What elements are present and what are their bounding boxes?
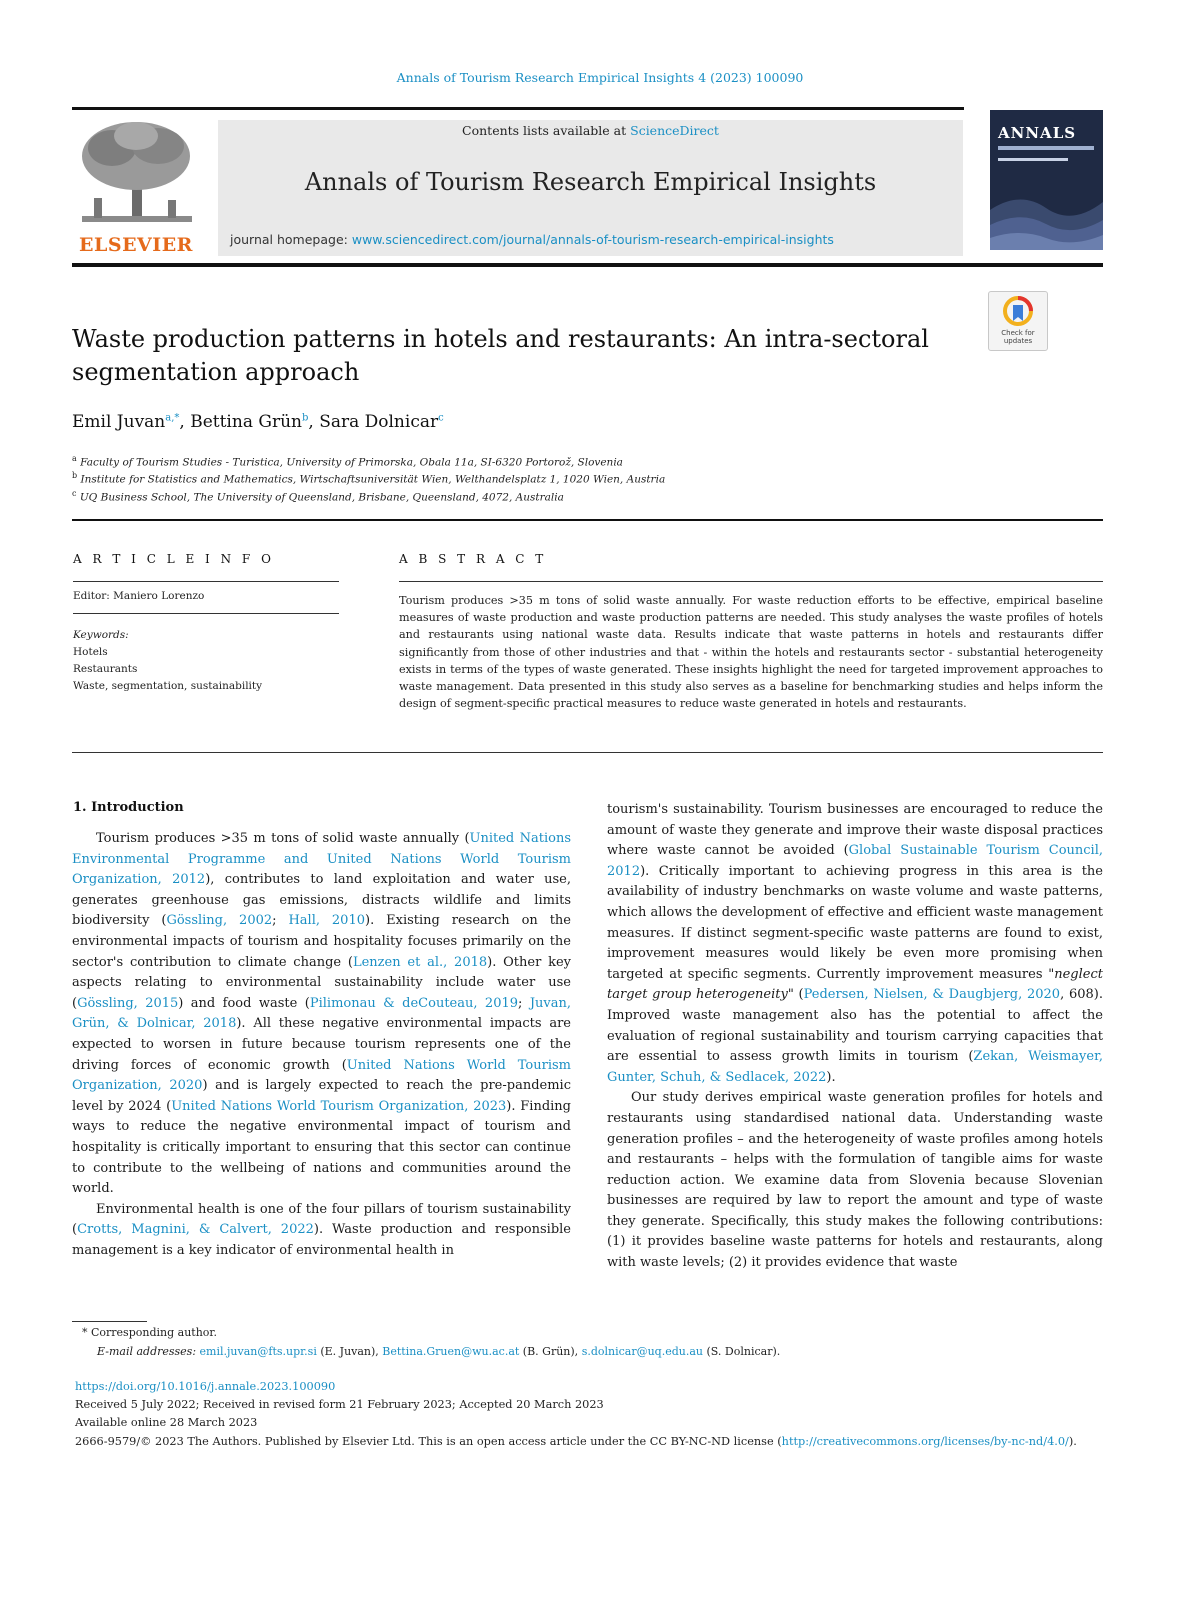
author-affiliation-marker[interactable]: b — [301, 412, 309, 424]
email-link[interactable]: emil.juvan@fts.upr.si — [199, 1345, 317, 1358]
citation-link[interactable]: Pedersen, Nielsen, & Daugbjerg, 2020 — [803, 987, 1061, 1003]
citation-link[interactable]: Gössling, 2015 — [77, 995, 179, 1011]
citation-link[interactable]: Pilimonau & deCouteau, 2019 — [309, 995, 519, 1011]
keywords — [73, 627, 262, 695]
author-name: Emil Juvan — [72, 412, 166, 432]
keyword-item: Restaurants — [73, 663, 138, 675]
masthead-top-rule — [72, 107, 964, 110]
email-owner: (B. Grün), — [519, 1345, 582, 1358]
elsevier-wordmark: ELSEVIER — [79, 234, 193, 256]
license-text: 2666-9579/© 2023 The Authors. Published by Elsevier Ltd. This is an open access article under the CC BY-NC-ND license ( — [75, 1435, 782, 1448]
journal-masthead — [218, 120, 963, 256]
email-link[interactable]: s.dolnicar@uq.edu.au — [581, 1345, 703, 1358]
body-paragraph — [72, 1200, 571, 1262]
body-text: ). Other key aspects relating to environmental sustainability include water use ( — [72, 954, 572, 1011]
cover-title: ANNALS — [998, 124, 1077, 142]
body-text: ; — [518, 995, 530, 1011]
sciencedirect-link[interactable]: ScienceDirect — [630, 123, 719, 138]
body-text: , 608). Improved waste management also has the potential to affect the evaluation of regional sustainability and tourism carrying capacities that are essential to assess growth limits in tourism ( — [607, 987, 1103, 1065]
quoted-text: "neglect target group heterogeneity" — [607, 966, 1103, 1003]
masthead-bottom-rule — [72, 263, 1103, 267]
license-statement — [75, 1433, 1103, 1451]
homepage-prefix: journal homepage: — [230, 232, 352, 247]
body-text: ). Critically important to achieving progress in this area is the availability of industry benchmarks on waste volume and waste patterns, which allows the development of effective and efficient waste management measures. If distinct segment-specific waste patterns are found to exist, improvement measures would likely be even more promising when targeted at specific segments. Currently improvement measures — [607, 863, 1103, 982]
citation-link[interactable]: Crotts, Magnini, & Calvert, 2022 — [77, 1222, 314, 1238]
citation-link[interactable]: Juvan, Grün, & Dolnicar, 2018 — [72, 995, 572, 1032]
affiliation-text: UQ Business School, The University of Queensland, Brisbane, Queensland, 4072, Australia — [79, 491, 564, 504]
editor-line: Editor: Maniero Lorenzo — [73, 590, 205, 602]
running-head: Annals of Tourism Research Empirical Insights 4 (2023) 100090 — [396, 70, 804, 85]
divider — [399, 581, 1103, 582]
body-paragraph — [607, 800, 1103, 1088]
cover-wave-graphic — [990, 180, 1103, 250]
affiliation — [72, 454, 623, 469]
divider — [73, 613, 339, 614]
journal-name: Annals of Tourism Research Empirical Insights — [304, 168, 877, 196]
body-text: ) and food waste ( — [178, 995, 310, 1011]
citation-link[interactable]: Gössling, 2002 — [166, 913, 273, 929]
received-dates: Received 5 July 2022; Received in revised form 21 February 2023; Accepted 20 March 2023 — [75, 1398, 604, 1411]
abstract-text: Tourism produces >35 m tons of solid waste annually. For waste reduction efforts to be effective, empirical baseline measures of waste production and waste production patterns are needed. This study analyses the waste profiles of hotels and restaurants using national waste data. Results indicate that waste patterns in hotels and restaurants differ significantly from those of other industries and that - within the hotels and restaurants sector - substantial heterogeneity exists in terms of the types of waste generated. These insights highlight the need for targeted improvement approaches to waste management. Data presented in this study also serves as a baseline for benchmarking studies and helps inform the design of segment-specific practical measures to reduce waste generated in hotels and restaurants. — [399, 594, 1103, 711]
citation-link[interactable]: Zekan, Weismayer, Gunter, Schuh, & Sedlacek, 2022 — [607, 1049, 1103, 1085]
body-paragraph — [72, 829, 571, 1200]
available-online-date: Available online 28 March 2023 — [75, 1416, 258, 1429]
section-divider — [72, 519, 1103, 521]
section-heading-introduction: 1. Introduction — [73, 800, 184, 815]
doi-link[interactable]: https://doi.org/10.1016/j.annale.2023.100090 — [75, 1380, 336, 1393]
body-text: ) and is largely expected to reach the pre-pandemic level by 2024 ( — [72, 1078, 571, 1114]
body-text: ). Existing research on the environmental impacts of tourism and hospitality focuses primarily on the sector's contribution to climate change ( — [72, 913, 571, 970]
body-text: Tourism produces >35 m tons of solid waste annually ( — [96, 831, 470, 846]
email-owner: (S. Dolnicar). — [703, 1345, 781, 1358]
section-divider — [72, 752, 1103, 753]
body-text: ). Finding ways to reduce the negative environmental impact of tourism and hospitality is critically important to ensuring that this sector can continue to contribute to the wellbeing of nations and communities around the world. — [72, 1098, 572, 1197]
email-link[interactable]: Bettina.Gruen@wu.ac.at — [382, 1345, 520, 1358]
affiliation-marker: c — [72, 489, 77, 498]
body-text: ; — [272, 913, 289, 929]
body-text: ). All these negative environmental impacts are expected to worsen in future because tourism represents one of the driving forces of economic growth ( — [72, 1016, 571, 1073]
corresponding-author-note: * Corresponding author. — [82, 1326, 217, 1339]
affiliation-text: Institute for Statistics and Mathematics, Wirtschaftsuniversität Wien, Welthandelsplatz 1, 1020 Wien, Austria — [80, 473, 666, 486]
author-name: Bettina Grün — [190, 412, 302, 432]
body-paragraph: Our study derives empirical waste generation profiles for hotels and restaurants using standardised national data. Understanding waste generation profiles – and the heterogeneity of waste profiles among hotels and restaurants – helps with the formulation of tangible aims for waste reduction action. We examine data from Slovenia because Slovenian businesses are required by law to report the amount and type of waste they generate. Specifically, this study makes the following contributions: (1) it provides baseline waste patterns for hotels and restaurants, along with waste levels; (2) it provides evidence that waste — [607, 1090, 1103, 1271]
body-text: tourism's sustainability. Tourism businesses are encouraged to reduce the amount of waste they generate and improve their waste disposal practices where waste cannot be avoided ( — [607, 802, 1103, 859]
affiliation-marker: a — [72, 454, 77, 463]
divider — [73, 581, 339, 582]
contents-line — [218, 123, 963, 138]
citation-link[interactable]: Lenzen et al., 2018 — [352, 954, 488, 970]
citation-link[interactable]: Hall, 2010 — [288, 913, 365, 929]
crossmark-icon — [989, 292, 1047, 332]
keyword-item: Hotels — [73, 646, 108, 658]
license-link[interactable]: http://creativecommons.org/licenses/by-nc-nd/4.0/ — [781, 1435, 1069, 1448]
license-text: ). — [1068, 1435, 1077, 1448]
contents-prefix: Contents lists available at — [462, 123, 631, 138]
body-text: ). — [826, 1069, 836, 1085]
citation-link[interactable]: Global Sustainable Tourism Council, 2012 — [607, 843, 1103, 879]
affiliation — [72, 471, 665, 486]
email-owner: (E. Juvan), — [316, 1345, 383, 1358]
cover-subtitle-bar — [998, 158, 1068, 161]
affiliation — [72, 489, 564, 504]
article-title: Waste production patterns in hotels and restaurants: An intra-sectoral segmentation approach — [72, 325, 929, 386]
footnote-rule — [72, 1321, 147, 1322]
body-column-right — [607, 800, 1103, 1274]
check-for-updates-button[interactable] — [988, 291, 1048, 351]
body-text: ). Waste production and responsible management is a key indicator of environmental health in — [72, 1222, 571, 1258]
email-addresses — [97, 1345, 780, 1358]
body-text: Environmental health is one of the four pillars of tourism sustainability ( — [72, 1201, 571, 1238]
author-affiliation-marker[interactable]: c — [438, 412, 444, 424]
keywords-label: Keywords: — [73, 629, 129, 641]
journal-homepage-link[interactable]: www.sciencedirect.com/journal/annals-of-tourism-research-empirical-insights — [351, 232, 834, 247]
crossmark-label: Check for updates — [1001, 329, 1035, 345]
journal-homepage — [230, 232, 834, 247]
affiliation-marker: b — [72, 471, 78, 480]
body-column-left — [72, 829, 571, 1261]
author-affiliation-marker[interactable]: a,* — [165, 412, 180, 424]
author-name: Sara Dolnicar — [319, 412, 439, 432]
abstract-heading: A B S T R A C T — [399, 552, 547, 566]
elsevier-logo — [72, 118, 200, 256]
citation-link[interactable]: United Nations Environmental Programme and United Nations World Tourism Organization, 2012 — [72, 831, 571, 888]
keyword-item: Waste, segmentation, sustainability — [73, 680, 263, 692]
email-label: E-mail addresses: — [97, 1345, 197, 1358]
body-text: ), contributes to land exploitation and water use, generates greenhouse gas emissions, distracts wildlife and limits biodiversity ( — [72, 872, 571, 929]
elsevier-tree-icon — [72, 118, 200, 230]
cover-subtitle-bar — [998, 146, 1094, 150]
article-info-heading: A R T I C L E I N F O — [73, 552, 275, 566]
citation-link[interactable]: United Nations World Tourism Organization, 2023 — [171, 1098, 507, 1114]
body-text: ( — [793, 987, 804, 1003]
journal-cover — [990, 110, 1103, 250]
affiliation-text: Faculty of Tourism Studies - Turistica, University of Primorska, Obala 11a, SI-6320 Portorož, Slovenia — [80, 456, 623, 469]
author-list: Emil Juvan$^{a,*}$, Bettina Grün$^b$, Sara Dolnicar$^c$ — [72, 412, 444, 432]
citation-link[interactable]: United Nations World Tourism Organization, 2020 — [72, 1057, 571, 1094]
